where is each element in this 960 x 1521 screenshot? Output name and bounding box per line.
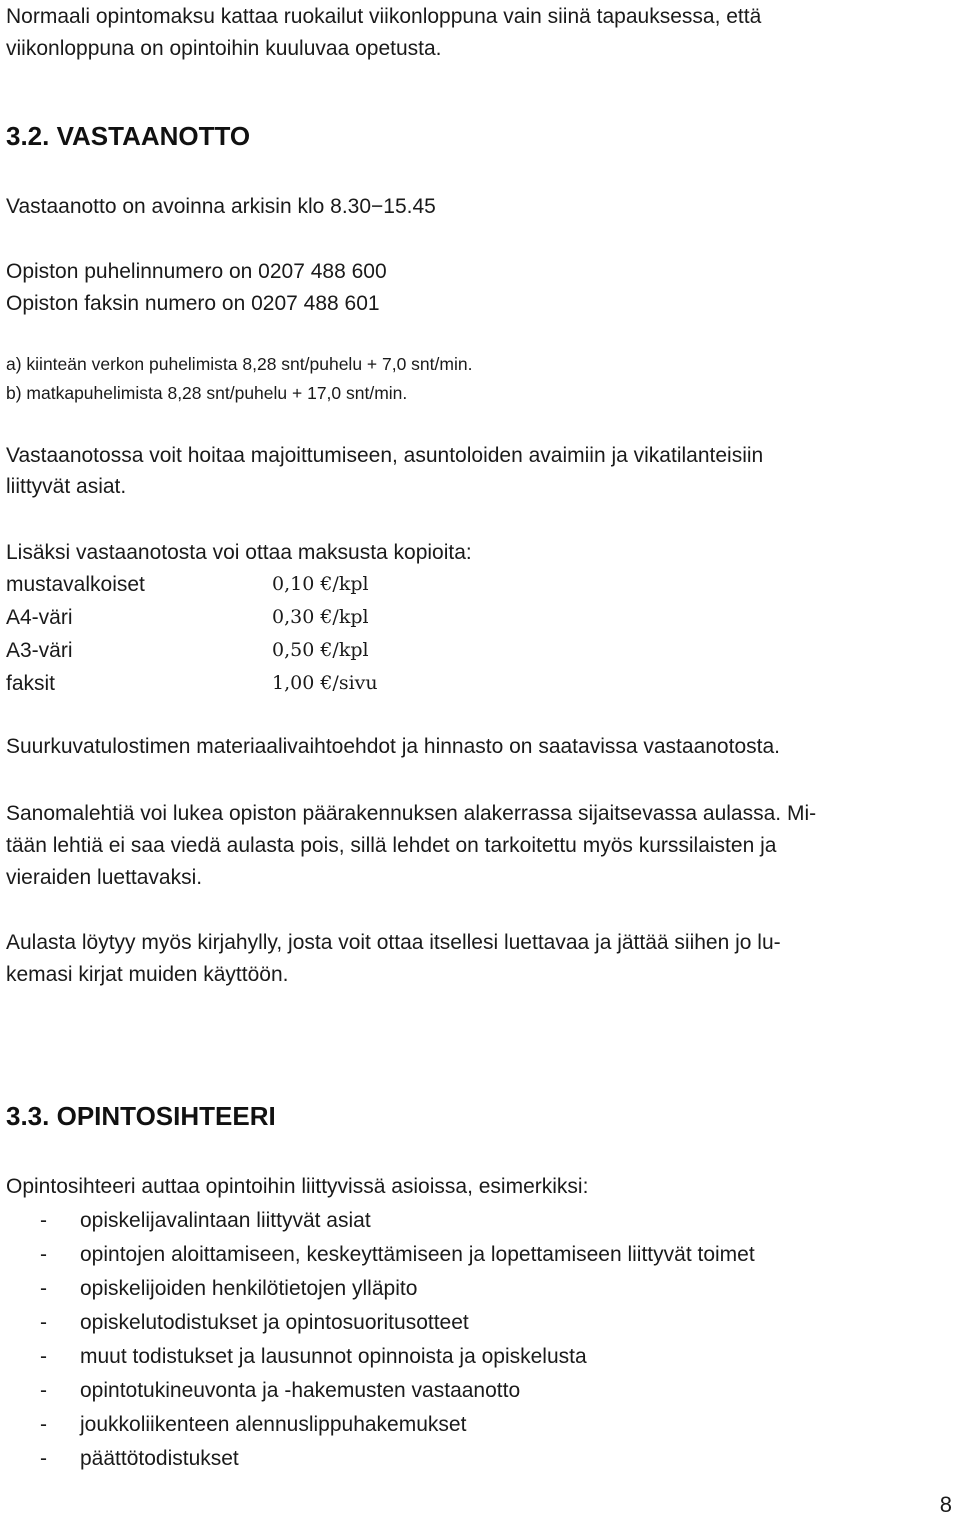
list-item-text: muut todistukset ja lausunnot opinnoista ja opiskelusta <box>80 1345 587 1368</box>
bullet-dash: - <box>40 1243 47 1266</box>
price-value: 0,10 €/kpl <box>272 573 369 595</box>
price-label: A3-väri <box>6 639 73 662</box>
bullet-dash: - <box>40 1379 47 1402</box>
list-item-text: opintojen aloittamiseen, keskeyttämiseen ja lopettamiseen liittyvät toimet <box>80 1243 755 1266</box>
price-label: A4-väri <box>6 606 73 629</box>
newspapers-line-2: tään lehtiä ei saa viedä aulasta pois, sillä lehdet on tarkoitettu myös kurssilaisten ja <box>6 834 777 857</box>
rate-mobile: b) matkapuhelimista 8,28 snt/puhelu + 17,0 snt/min. <box>6 383 408 403</box>
price-value: 1,00 €/sivu <box>272 672 378 694</box>
copies-intro: Lisäksi vastaanotosta voi ottaa maksusta kopioita: <box>6 541 472 564</box>
services-line-1: Vastaanotossa voit hoitaa majoittumiseen, asuntoloiden avaimiin ja vikatilanteisiin <box>6 444 764 467</box>
bookshelf-line-2: kemasi kirjat muiden käyttöön. <box>6 963 289 986</box>
rate-landline: a) kiinteän verkon puhelimista 8,28 snt/puhelu + 7,0 snt/min. <box>6 354 473 374</box>
section-heading-vastaanotto: 3.2. VASTAANOTTO <box>6 121 251 151</box>
list-item-text: opintotukineuvonta ja -hakemusten vastaanotto <box>80 1379 521 1402</box>
newspapers-line-1: Sanomalehtiä voi lukea opiston päärakennuksen alakerrassa sijaitsevassa aulassa. Mi- <box>6 802 817 825</box>
phone-number: Opiston puhelinnumero on 0207 488 600 <box>6 260 387 283</box>
section-heading-opintosihteeri: 3.3. OPINTOSIHTEERI <box>6 1101 276 1131</box>
fax-number: Opiston faksin numero on 0207 488 601 <box>6 292 380 315</box>
newspapers-line-3: vieraiden luettavaksi. <box>6 866 203 889</box>
bullet-dash: - <box>40 1209 47 1232</box>
bullet-dash: - <box>40 1413 47 1436</box>
list-item-text: opiskelijavalintaan liittyvät asiat <box>80 1209 371 1232</box>
list-item-text: päättötodistukset <box>80 1447 239 1470</box>
intro-line-2: viikonloppuna on opintoihin kuuluvaa opetusta. <box>6 37 442 60</box>
list-item-text: joukkoliikenteen alennuslippuhakemukset <box>80 1413 467 1436</box>
bullet-dash: - <box>40 1345 47 1368</box>
price-value: 0,30 €/kpl <box>272 606 369 628</box>
bullet-dash: - <box>40 1447 47 1470</box>
opening-hours: Vastaanotto on avoinna arkisin klo 8.30−15.45 <box>6 195 436 218</box>
services-line-2: liittyvät asiat. <box>6 475 127 498</box>
price-label: faksit <box>6 672 56 695</box>
printer-info: Suurkuvatulostimen materiaalivaihtoehdot ja hinnasto on saatavissa vastaanotosta. <box>6 735 780 758</box>
bookshelf-line-1: Aulasta löytyy myös kirjahylly, josta voit ottaa itsellesi luettavaa ja jättää siihen jo lu- <box>6 931 781 954</box>
price-value: 0,50 €/kpl <box>272 639 369 661</box>
page-number: 8 <box>939 1492 952 1517</box>
intro-line-1: Normaali opintomaksu kattaa ruokailut viikonloppuna vain siinä tapauksessa, että <box>6 5 762 28</box>
price-label: mustavalkoiset <box>6 573 145 596</box>
list-item-text: opiskelijoiden henkilötietojen ylläpito <box>80 1277 418 1300</box>
list-item-text: opiskelutodistukset ja opintosuoritusotteet <box>80 1311 469 1334</box>
bullet-dash: - <box>40 1277 47 1300</box>
secretary-intro: Opintosihteeri auttaa opintoihin liittyvissä asioissa, esimerkiksi: <box>6 1175 589 1198</box>
bullet-dash: - <box>40 1311 47 1334</box>
